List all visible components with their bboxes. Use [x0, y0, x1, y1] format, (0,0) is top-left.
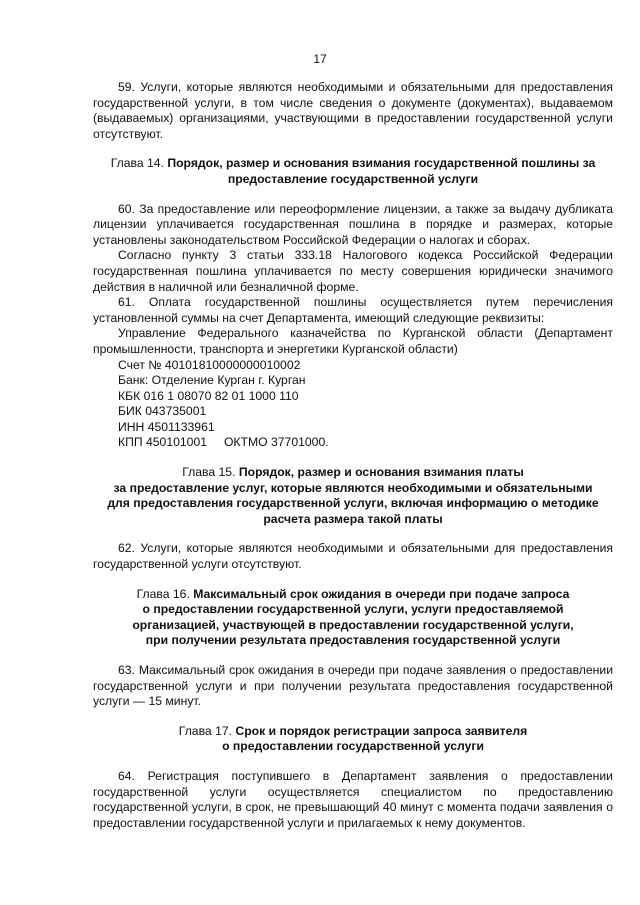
chapter-15-title-line-4: расчета размера такой платы [263, 511, 443, 526]
chapter-16-title-line-2: о предоставлении государственной услуги, услуги предоставляемой [142, 602, 564, 617]
requisite-account: Счет № 40101810000000010002 [118, 357, 301, 372]
paragraph-64: 64. Регистрация поступившего в Департамент заявления о предоставлении государственной услуги осуществляется специалистом по предоставлению государственной услуги, в срок, не превышающий 40 минут с момента подачи заявления о предоставлении государственной услуги и прилагаемых к нему документов. [93, 768, 613, 830]
requisite-oktmo: ОКТМО 37701000. [223, 435, 329, 450]
paragraph-60-tax-code: Согласно пункту 3 статьи 333.18 Налогового кодекса Российской Федерации государственная пошлина уплачивается по месту совершения юридически значимого действия в наличной или безналичной форме. [93, 248, 613, 294]
requisite-kbk: КБК 016 1 08070 82 01 1000 110 [118, 388, 299, 403]
chapter-16-title-line-3: организацией, участвующей в предоставлении государственной услуги, [132, 617, 574, 632]
chapter-15-heading [93, 465, 613, 527]
requisite-recipient: Управление Федерального казначейства по Курганской области (Департамент промышленности, транспорта и энергетики Курганской области) [93, 326, 613, 356]
paragraph-62: 62. Услуги, которые являются необходимыми и обязательными для предоставления государственной услуги отсутствуют. [93, 541, 613, 572]
chapter-16-title-line-1: Максимальный срок ожидания в очереди при подаче запроса [193, 586, 570, 601]
requisite-bank: Банк: Отделение Курган г. Курган [118, 373, 306, 388]
paragraph-63: 63. Максимальный срок ожидания в очереди при подаче заявления о предоставлении государственной услуги и при получении результата предоставления государственной услуги — 15 минут. [93, 663, 613, 709]
chapter-16-title-line-4: при получении результата предоставления государственной услуги [145, 633, 561, 648]
chapter-17-prefix: Глава 17. [178, 723, 233, 738]
requisite-inn: ИНН 4501133961 [118, 419, 215, 434]
chapter-15-title-line-1: Порядок, размер и основания взимания платы [238, 465, 524, 480]
chapter-15-prefix: Глава 15. [182, 465, 236, 480]
requisite-bik: БИК 043735001 [118, 404, 207, 419]
paragraph-60: 60. За предоставление или переоформление лицензии, а также за выдачу дубликата лицензии уплачивается государственная пошлина в порядке и размерах, которые установлены законодательством Российской Федерации о налогах и сборах. [93, 201, 613, 247]
chapter-16-prefix: Глава 16. [136, 586, 190, 601]
chapter-17-title-line-1: Срок и порядок регистрации запроса заявителя [235, 723, 528, 738]
payment-requisites [93, 326, 613, 451]
chapter-15-title-line-2: за предоставление услуг, которые являются необходимыми и обязательными [113, 480, 593, 495]
chapter-17-heading [93, 724, 613, 755]
chapter-17-title-line-2: о предоставлении государственной услуги [222, 739, 484, 754]
requisite-kpp: КПП 450101001 [118, 435, 208, 450]
chapter-14-prefix: Глава 14. [110, 156, 164, 171]
requisite-kpp-oktmo [93, 435, 613, 451]
chapter-14-title: Порядок, размер и основания взимания государственной пошлины за предоставление государственной услуги [167, 156, 596, 186]
chapter-14-heading [93, 156, 613, 187]
document-page [93, 80, 613, 831]
chapter-15-title-line-3: для предоставления государственной услуги, включая информацию о методике [107, 496, 599, 511]
paragraph-61: 61. Оплата государственной пошлины осуществляется путем перечисления установленной суммы на счет Департамента, имеющий следующие реквизиты: [93, 295, 613, 325]
page-number: 17 [313, 52, 327, 66]
paragraph-59: 59. Услуги, которые являются необходимыми и обязательными для предоставления государственной услуги, в том числе сведения о документе (документах), выдаваемом (выдаваемых) организациями, участвующими в предоставлении государственной услуги отсутствуют. [93, 80, 613, 141]
chapter-16-heading [93, 587, 613, 649]
